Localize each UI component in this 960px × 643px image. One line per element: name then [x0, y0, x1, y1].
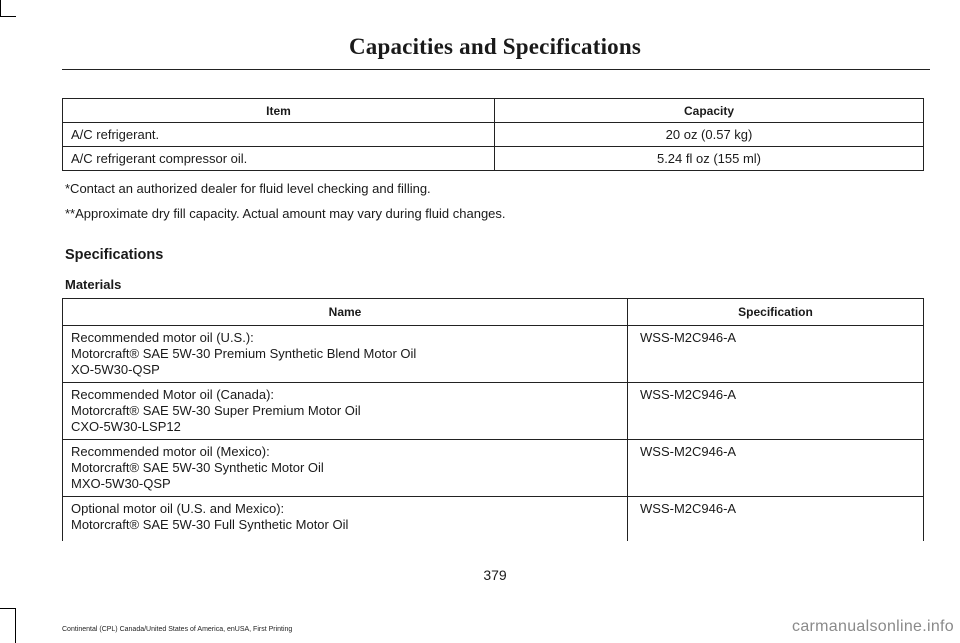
table-header-row: [63, 299, 924, 326]
subsection-heading: Materials: [65, 277, 122, 292]
name-line: Motorcraft® SAE 5W-30 Synthetic Motor Oil: [71, 460, 324, 475]
column-header-specification: Specification: [628, 299, 924, 326]
name-line: Recommended motor oil (Mexico):: [71, 444, 270, 459]
name-cell: [63, 326, 628, 383]
name-line: Optional motor oil (U.S. and Mexico):: [71, 501, 285, 516]
print-footer: Continental (CPL) Canada/United States of America, enUSA, First Printing: [62, 626, 293, 633]
name-line: Motorcraft® SAE 5W-30 Full Synthetic Motor Oil: [71, 517, 349, 532]
spec-cell: WSS-M2C946-A: [628, 326, 924, 383]
name-line: Recommended Motor oil (Canada):: [71, 387, 275, 402]
spec-cell: WSS-M2C946-A: [628, 383, 924, 440]
item-cell: A/C refrigerant.: [63, 123, 495, 147]
table-row: [63, 147, 924, 171]
capacity-cell: 20 oz (0.57 kg): [495, 123, 924, 147]
materials-table: [62, 298, 924, 541]
crop-mark: [0, 608, 16, 609]
item-cell: A/C refrigerant compressor oil.: [63, 147, 495, 171]
title-divider: [62, 69, 930, 70]
spec-cell: WSS-M2C946-A: [628, 497, 924, 541]
crop-mark: [0, 0, 1, 16]
name-line: XO-5W30-QSP: [71, 362, 160, 377]
footnote-2: **Approximate dry fill capacity. Actual amount may vary during fluid changes.: [65, 206, 506, 221]
name-cell: [63, 440, 628, 497]
table-header-row: [63, 99, 924, 123]
crop-mark: [15, 608, 16, 643]
capacity-table: [62, 98, 924, 171]
name-line: CXO-5W30-LSP12: [71, 419, 181, 434]
name-line: Recommended motor oil (U.S.):: [71, 330, 254, 345]
name-cell: [63, 497, 628, 541]
table-row: [63, 123, 924, 147]
table-row: [63, 497, 924, 541]
page-number: 379: [483, 567, 507, 583]
footnote-1: *Contact an authorized dealer for fluid level checking and filling.: [65, 181, 431, 196]
column-header-item: Item: [63, 99, 495, 123]
page-title: Capacities and Specifications: [348, 34, 642, 59]
name-line: Motorcraft® SAE 5W-30 Premium Synthetic Blend Motor Oil: [71, 346, 417, 361]
table-row: [63, 326, 924, 383]
spec-cell: WSS-M2C946-A: [628, 440, 924, 497]
capacity-cell: 5.24 fl oz (155 ml): [495, 147, 924, 171]
name-line: Motorcraft® SAE 5W-30 Super Premium Motor Oil: [71, 403, 361, 418]
watermark: carmanualsonline.info: [792, 618, 954, 635]
column-header-capacity: Capacity: [495, 99, 924, 123]
table-row: [63, 440, 924, 497]
table-row: [63, 383, 924, 440]
column-header-name: Name: [63, 299, 628, 326]
name-cell: [63, 383, 628, 440]
crop-mark: [0, 16, 16, 17]
name-line: MXO-5W30-QSP: [71, 476, 171, 491]
section-heading: Specifications: [65, 247, 164, 263]
